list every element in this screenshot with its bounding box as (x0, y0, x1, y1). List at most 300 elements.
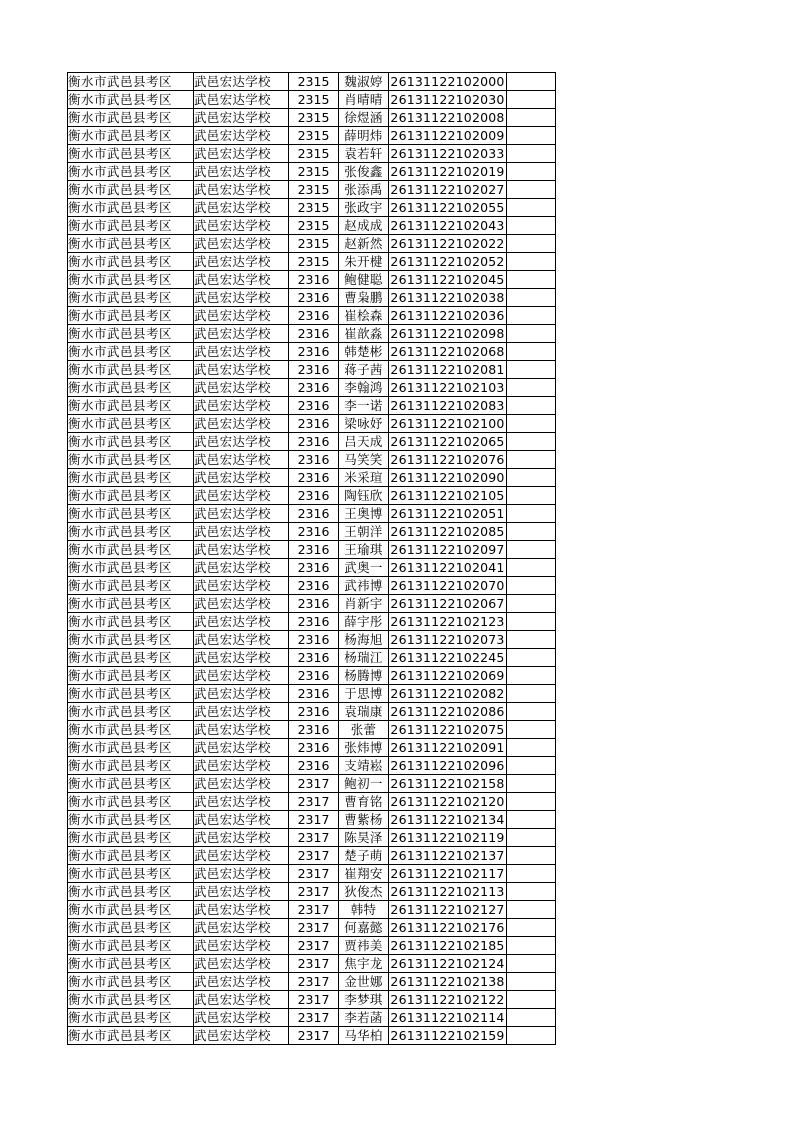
student-name-cell: 薛宇彤 (339, 613, 389, 631)
exam-area-cell: 衡水市武邑县考区 (68, 397, 194, 415)
empty-cell (507, 199, 556, 217)
student-name-cell: 李梦琪 (339, 991, 389, 1009)
school-cell: 武邑宏达学校 (194, 397, 289, 415)
exam-id-cell: 26131122102043 (390, 218, 505, 233)
empty-cell (507, 73, 556, 91)
empty-cell (507, 451, 556, 469)
exam-area-cell: 衡水市武邑县考区 (68, 379, 194, 397)
table-row (68, 145, 556, 163)
room-number-cell: 2316 (289, 343, 339, 361)
exam-id-cell: 26131122102105 (390, 488, 505, 503)
student-name-cell: 肖新宇 (339, 595, 389, 613)
school-cell: 武邑宏达学校 (194, 883, 289, 901)
table-row (68, 955, 556, 973)
school-cell: 武邑宏达学校 (194, 91, 289, 109)
exam-id-cell: 26131122102134 (390, 812, 505, 827)
empty-cell (507, 1027, 556, 1045)
room-number-cell: 2316 (289, 451, 339, 469)
empty-cell (507, 829, 556, 847)
exam-area-cell: 衡水市武邑县考区 (68, 811, 194, 829)
school-cell: 武邑宏达学校 (194, 343, 289, 361)
exam-id-cell: 26131122102033 (390, 146, 505, 161)
student-name-cell: 李翰鸿 (339, 379, 389, 397)
school-cell: 武邑宏达学校 (194, 649, 289, 667)
table-row (68, 469, 556, 487)
school-cell: 武邑宏达学校 (194, 919, 289, 937)
table-row (68, 991, 556, 1009)
exam-area-cell: 衡水市武邑县考区 (68, 127, 194, 145)
empty-cell (507, 145, 556, 163)
exam-id-cell: 26131122102117 (390, 866, 505, 881)
student-name-cell: 焦宇龙 (339, 955, 389, 973)
empty-cell (507, 667, 556, 685)
table-row (68, 199, 556, 217)
school-cell: 武邑宏达学校 (194, 667, 289, 685)
exam-area-cell: 衡水市武邑县考区 (68, 307, 194, 325)
empty-cell (507, 91, 556, 109)
student-name-cell: 狄俊杰 (339, 883, 389, 901)
school-cell: 武邑宏达学校 (194, 145, 289, 163)
exam-id-cell: 26131122102086 (390, 704, 505, 719)
school-cell: 武邑宏达学校 (194, 451, 289, 469)
exam-area-cell: 衡水市武邑县考区 (68, 523, 194, 541)
school-cell: 武邑宏达学校 (194, 937, 289, 955)
exam-area-cell: 衡水市武邑县考区 (68, 415, 194, 433)
exam-area-cell: 衡水市武邑县考区 (68, 649, 194, 667)
exam-area-cell: 衡水市武邑县考区 (68, 145, 194, 163)
exam-area-cell: 衡水市武邑县考区 (68, 325, 194, 343)
school-cell: 武邑宏达学校 (194, 703, 289, 721)
exam-area-cell: 衡水市武邑县考区 (68, 631, 194, 649)
empty-cell (507, 469, 556, 487)
empty-cell (507, 649, 556, 667)
empty-cell (507, 937, 556, 955)
empty-cell (507, 127, 556, 145)
student-name-cell: 杨瑞江 (339, 649, 389, 667)
room-number-cell: 2317 (289, 883, 339, 901)
exam-area-cell: 衡水市武邑县考区 (68, 163, 194, 181)
school-cell: 武邑宏达学校 (194, 595, 289, 613)
room-number-cell: 2315 (289, 109, 339, 127)
student-name-cell: 崔桧森 (339, 307, 389, 325)
table-row (68, 649, 556, 667)
table-row (68, 595, 556, 613)
exam-area-cell: 衡水市武邑县考区 (68, 775, 194, 793)
student-name-cell: 张俊鑫 (339, 163, 389, 181)
room-number-cell: 2315 (289, 181, 339, 199)
student-name-cell: 支靖崧 (339, 757, 389, 775)
school-cell: 武邑宏达学校 (194, 307, 289, 325)
exam-id-cell: 26131122102123 (390, 614, 505, 629)
exam-area-cell: 衡水市武邑县考区 (68, 991, 194, 1009)
exam-area-cell: 衡水市武邑县考区 (68, 757, 194, 775)
table-row (68, 937, 556, 955)
exam-id-cell: 26131122102085 (390, 524, 505, 539)
room-number-cell: 2317 (289, 955, 339, 973)
room-number-cell: 2315 (289, 127, 339, 145)
school-cell: 武邑宏达学校 (194, 487, 289, 505)
exam-id-cell: 26131122102098 (390, 326, 505, 341)
school-cell: 武邑宏达学校 (194, 361, 289, 379)
room-number-cell: 2315 (289, 253, 339, 271)
table-row (68, 451, 556, 469)
school-cell: 武邑宏达学校 (194, 271, 289, 289)
student-name-cell: 武奥一 (339, 559, 389, 577)
room-number-cell: 2316 (289, 721, 339, 739)
empty-cell (507, 523, 556, 541)
table-row (68, 289, 556, 307)
exam-area-cell: 衡水市武邑县考区 (68, 613, 194, 631)
table-row (68, 163, 556, 181)
empty-cell (507, 721, 556, 739)
empty-cell (507, 253, 556, 271)
room-number-cell: 2316 (289, 289, 339, 307)
exam-id-cell: 26131122102038 (390, 290, 505, 305)
school-cell: 武邑宏达学校 (194, 613, 289, 631)
exam-area-cell: 衡水市武邑县考区 (68, 451, 194, 469)
exam-area-cell: 衡水市武邑县考区 (68, 595, 194, 613)
exam-area-cell: 衡水市武邑县考区 (68, 577, 194, 595)
room-number-cell: 2316 (289, 415, 339, 433)
table-row (68, 613, 556, 631)
school-cell: 武邑宏达学校 (194, 127, 289, 145)
exam-area-cell: 衡水市武邑县考区 (68, 541, 194, 559)
exam-id-cell: 26131122102036 (390, 308, 505, 323)
exam-id-cell: 26131122102158 (390, 776, 505, 791)
table-row (68, 577, 556, 595)
table-row (68, 811, 556, 829)
student-name-cell: 王奥博 (339, 505, 389, 523)
exam-id-cell: 26131122102055 (390, 200, 505, 215)
exam-id-cell: 26131122102122 (390, 992, 505, 1007)
exam-id-cell: 26131122102000 (390, 74, 505, 89)
room-number-cell: 2316 (289, 703, 339, 721)
exam-id-cell: 26131122102127 (390, 902, 505, 917)
table-row (68, 109, 556, 127)
school-cell: 武邑宏达学校 (194, 73, 289, 91)
exam-id-cell: 26131122102067 (390, 596, 505, 611)
school-cell: 武邑宏达学校 (194, 757, 289, 775)
exam-area-cell: 衡水市武邑县考区 (68, 199, 194, 217)
room-number-cell: 2316 (289, 559, 339, 577)
table-row (68, 559, 556, 577)
exam-area-cell: 衡水市武邑县考区 (68, 1027, 194, 1045)
student-name-cell: 韩特 (339, 901, 389, 919)
empty-cell (507, 235, 556, 253)
exam-area-cell: 衡水市武邑县考区 (68, 847, 194, 865)
school-cell: 武邑宏达学校 (194, 1027, 289, 1045)
exam-id-cell: 26131122102052 (390, 254, 505, 269)
exam-area-cell: 衡水市武邑县考区 (68, 937, 194, 955)
room-number-cell: 2316 (289, 577, 339, 595)
room-number-cell: 2316 (289, 397, 339, 415)
table-row (68, 73, 556, 91)
empty-cell (507, 505, 556, 523)
table-row (68, 1009, 556, 1027)
table-row (68, 307, 556, 325)
table-row (68, 865, 556, 883)
student-name-cell: 袁若轩 (339, 145, 389, 163)
exam-id-cell: 26131122102083 (390, 398, 505, 413)
school-cell: 武邑宏达学校 (194, 955, 289, 973)
table-row (68, 883, 556, 901)
exam-id-cell: 26131122102027 (390, 182, 505, 197)
room-number-cell: 2317 (289, 937, 339, 955)
school-cell: 武邑宏达学校 (194, 379, 289, 397)
table-row (68, 523, 556, 541)
school-cell: 武邑宏达学校 (194, 901, 289, 919)
table-row (68, 919, 556, 937)
school-cell: 武邑宏达学校 (194, 433, 289, 451)
student-name-cell: 何嘉懿 (339, 919, 389, 937)
empty-cell (507, 109, 556, 127)
room-number-cell: 2315 (289, 73, 339, 91)
room-number-cell: 2316 (289, 541, 339, 559)
table-row (68, 901, 556, 919)
room-number-cell: 2316 (289, 685, 339, 703)
table-row (68, 505, 556, 523)
room-number-cell: 2316 (289, 649, 339, 667)
exam-id-cell: 26131122102051 (390, 506, 505, 521)
empty-cell (507, 343, 556, 361)
exam-id-cell: 26131122102159 (390, 1028, 505, 1043)
exam-area-cell: 衡水市武邑县考区 (68, 181, 194, 199)
student-name-cell: 鲍健聪 (339, 271, 389, 289)
school-cell: 武邑宏达学校 (194, 1009, 289, 1027)
room-number-cell: 2316 (289, 613, 339, 631)
student-name-cell: 杨海旭 (339, 631, 389, 649)
exam-area-cell: 衡水市武邑县考区 (68, 91, 194, 109)
exam-id-cell: 26131122102076 (390, 452, 505, 467)
exam-id-cell: 26131122102120 (390, 794, 505, 809)
empty-cell (507, 163, 556, 181)
room-number-cell: 2317 (289, 847, 339, 865)
exam-id-cell: 26131122102070 (390, 578, 505, 593)
student-name-cell: 马笑笑 (339, 451, 389, 469)
exam-id-cell: 26131122102041 (390, 560, 505, 575)
exam-area-cell: 衡水市武邑县考区 (68, 505, 194, 523)
roster-body (68, 73, 556, 1045)
exam-id-cell: 26131122102019 (390, 164, 505, 179)
school-cell: 武邑宏达学校 (194, 721, 289, 739)
exam-id-cell: 26131122102185 (390, 938, 505, 953)
empty-cell (507, 901, 556, 919)
student-name-cell: 贾祎美 (339, 937, 389, 955)
exam-area-cell: 衡水市武邑县考区 (68, 883, 194, 901)
empty-cell (507, 325, 556, 343)
room-number-cell: 2316 (289, 667, 339, 685)
room-number-cell: 2316 (289, 595, 339, 613)
school-cell: 武邑宏达学校 (194, 775, 289, 793)
school-cell: 武邑宏达学校 (194, 973, 289, 991)
exam-area-cell: 衡水市武邑县考区 (68, 109, 194, 127)
student-name-cell: 薛明炜 (339, 127, 389, 145)
exam-id-cell: 26131122102114 (390, 1010, 505, 1025)
exam-id-cell: 26131122102075 (390, 722, 505, 737)
table-row (68, 757, 556, 775)
room-number-cell: 2317 (289, 919, 339, 937)
room-number-cell: 2317 (289, 829, 339, 847)
table-row (68, 415, 556, 433)
table-row (68, 667, 556, 685)
exam-id-cell: 26131122102073 (390, 632, 505, 647)
exam-id-cell: 26131122102245 (390, 650, 505, 665)
student-name-cell: 陶钰欣 (339, 487, 389, 505)
room-number-cell: 2315 (289, 91, 339, 109)
empty-cell (507, 739, 556, 757)
exam-area-cell: 衡水市武邑县考区 (68, 343, 194, 361)
table-row (68, 271, 556, 289)
student-name-cell: 鲍初一 (339, 775, 389, 793)
empty-cell (507, 379, 556, 397)
exam-area-cell: 衡水市武邑县考区 (68, 919, 194, 937)
table-row (68, 235, 556, 253)
exam-id-cell: 26131122102068 (390, 344, 505, 359)
table-row (68, 91, 556, 109)
empty-cell (507, 865, 556, 883)
empty-cell (507, 955, 556, 973)
school-cell: 武邑宏达学校 (194, 793, 289, 811)
student-name-cell: 梁咏妤 (339, 415, 389, 433)
exam-area-cell: 衡水市武邑县考区 (68, 559, 194, 577)
exam-id-cell: 26131122102030 (390, 92, 505, 107)
room-number-cell: 2315 (289, 217, 339, 235)
empty-cell (507, 559, 556, 577)
student-name-cell: 赵成成 (339, 217, 389, 235)
exam-id-cell: 26131122102090 (390, 470, 505, 485)
exam-area-cell: 衡水市武邑县考区 (68, 433, 194, 451)
exam-area-cell: 衡水市武邑县考区 (68, 487, 194, 505)
empty-cell (507, 883, 556, 901)
room-number-cell: 2315 (289, 145, 339, 163)
room-number-cell: 2316 (289, 487, 339, 505)
table-row (68, 829, 556, 847)
table-row (68, 325, 556, 343)
student-name-cell: 张炜博 (339, 739, 389, 757)
room-number-cell: 2316 (289, 631, 339, 649)
school-cell: 武邑宏达学校 (194, 865, 289, 883)
student-name-cell: 韩楚彬 (339, 343, 389, 361)
school-cell: 武邑宏达学校 (194, 631, 289, 649)
exam-area-cell: 衡水市武邑县考区 (68, 793, 194, 811)
table-row (68, 127, 556, 145)
school-cell: 武邑宏达学校 (194, 235, 289, 253)
student-name-cell: 曹育铭 (339, 793, 389, 811)
room-number-cell: 2315 (289, 199, 339, 217)
room-number-cell: 2317 (289, 793, 339, 811)
student-name-cell: 米采瑄 (339, 469, 389, 487)
exam-id-cell: 26131122102124 (390, 956, 505, 971)
exam-id-cell: 26131122102022 (390, 236, 505, 251)
room-number-cell: 2316 (289, 523, 339, 541)
empty-cell (507, 271, 556, 289)
table-row (68, 703, 556, 721)
exam-area-cell: 衡水市武邑县考区 (68, 253, 194, 271)
exam-id-cell: 26131122102082 (390, 686, 505, 701)
exam-area-cell: 衡水市武邑县考区 (68, 739, 194, 757)
exam-area-cell: 衡水市武邑县考区 (68, 73, 194, 91)
school-cell: 武邑宏达学校 (194, 685, 289, 703)
student-name-cell: 曹枭鹏 (339, 289, 389, 307)
student-name-cell: 曹紫杨 (339, 811, 389, 829)
room-number-cell: 2316 (289, 307, 339, 325)
school-cell: 武邑宏达学校 (194, 505, 289, 523)
empty-cell (507, 541, 556, 559)
exam-area-cell: 衡水市武邑县考区 (68, 217, 194, 235)
empty-cell (507, 361, 556, 379)
exam-id-cell: 26131122102091 (390, 740, 505, 755)
exam-area-cell: 衡水市武邑县考区 (68, 1009, 194, 1027)
exam-id-cell: 26131122102119 (390, 830, 505, 845)
exam-id-cell: 26131122102069 (390, 668, 505, 683)
exam-area-cell: 衡水市武邑县考区 (68, 235, 194, 253)
room-number-cell: 2317 (289, 775, 339, 793)
student-name-cell: 王朝洋 (339, 523, 389, 541)
student-name-cell: 李若菡 (339, 1009, 389, 1027)
exam-id-cell: 26131122102045 (390, 272, 505, 287)
student-name-cell: 王瑜琪 (339, 541, 389, 559)
exam-area-cell: 衡水市武邑县考区 (68, 271, 194, 289)
table-row (68, 397, 556, 415)
empty-cell (507, 217, 556, 235)
room-number-cell: 2316 (289, 433, 339, 451)
empty-cell (507, 397, 556, 415)
room-number-cell: 2316 (289, 505, 339, 523)
exam-id-cell: 26131122102097 (390, 542, 505, 557)
school-cell: 武邑宏达学校 (194, 559, 289, 577)
student-name-cell: 杨腾博 (339, 667, 389, 685)
school-cell: 武邑宏达学校 (194, 253, 289, 271)
room-number-cell: 2316 (289, 739, 339, 757)
table-row (68, 361, 556, 379)
room-number-cell: 2316 (289, 379, 339, 397)
table-row (68, 181, 556, 199)
student-name-cell: 吕天成 (339, 433, 389, 451)
table-row (68, 631, 556, 649)
school-cell: 武邑宏达学校 (194, 523, 289, 541)
school-cell: 武邑宏达学校 (194, 829, 289, 847)
empty-cell (507, 631, 556, 649)
exam-area-cell: 衡水市武邑县考区 (68, 973, 194, 991)
table-row (68, 253, 556, 271)
table-row (68, 793, 556, 811)
exam-area-cell: 衡水市武邑县考区 (68, 469, 194, 487)
empty-cell (507, 991, 556, 1009)
exam-id-cell: 26131122102009 (390, 128, 505, 143)
exam-area-cell: 衡水市武邑县考区 (68, 721, 194, 739)
school-cell: 武邑宏达学校 (194, 181, 289, 199)
student-name-cell: 张添禹 (339, 181, 389, 199)
empty-cell (507, 415, 556, 433)
empty-cell (507, 757, 556, 775)
exam-id-cell: 26131122102008 (390, 110, 505, 125)
room-number-cell: 2317 (289, 1027, 339, 1045)
table-row (68, 847, 556, 865)
table-row (68, 739, 556, 757)
room-number-cell: 2317 (289, 1009, 339, 1027)
table-row (68, 217, 556, 235)
student-name-cell: 张政宇 (339, 199, 389, 217)
roster-table (67, 72, 556, 1045)
exam-id-cell: 26131122102096 (390, 758, 505, 773)
student-name-cell: 袁瑞康 (339, 703, 389, 721)
exam-id-cell: 26131122102137 (390, 848, 505, 863)
room-number-cell: 2315 (289, 163, 339, 181)
exam-area-cell: 衡水市武邑县考区 (68, 703, 194, 721)
empty-cell (507, 613, 556, 631)
student-name-cell: 崔歆淼 (339, 325, 389, 343)
student-name-cell: 马华柏 (339, 1027, 389, 1045)
